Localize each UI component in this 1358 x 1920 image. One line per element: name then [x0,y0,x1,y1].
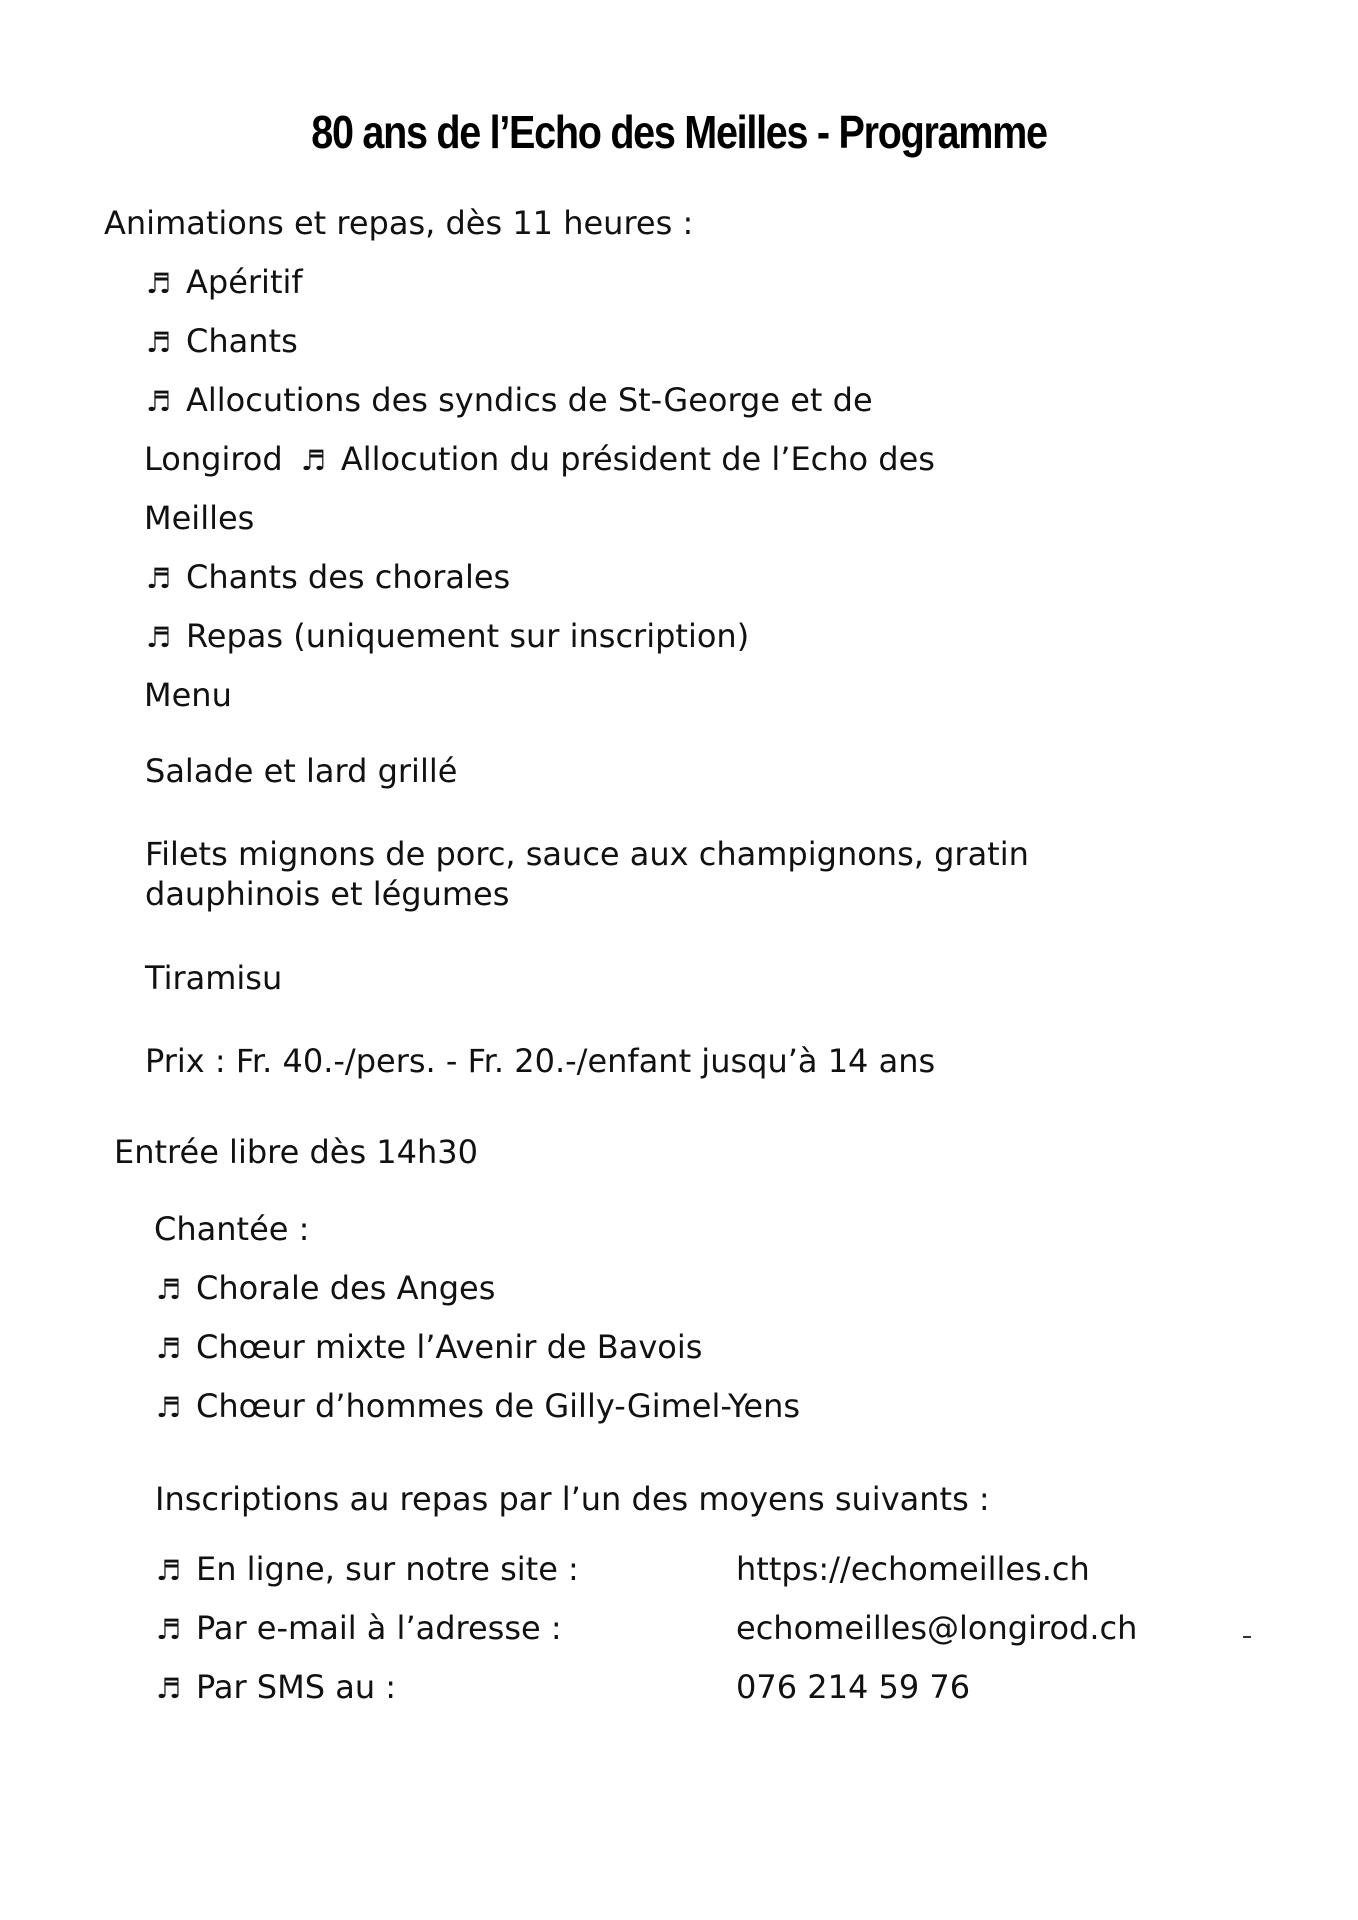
registration-method-online [156,1549,1090,1591]
program-item-label: Chants [186,322,298,360]
choir-item [156,1386,800,1428]
website-link[interactable]: https://echomeilles.ch [736,1550,1090,1588]
menu-dessert: Tiramisu [145,959,283,997]
registration-method-label: Par SMS au : [196,1668,397,1706]
program-item-label: Repas (uniquement sur inscription) [186,617,750,655]
email-link[interactable]: echomeilles@longirod.ch [736,1609,1138,1647]
menu-main-line1: Filets mignons de porc, sauce aux champignons, gratin [145,835,1029,873]
menu-heading: Menu [144,676,232,714]
choir-item [156,1327,702,1369]
music-note-icon: ♬ [156,1613,182,1646]
music-note-icon: ♬ [146,621,172,654]
music-note-icon: ♬ [156,1391,182,1424]
choir-name: Chœur mixte l’Avenir de Bavois [196,1328,703,1366]
phone-number[interactable]: 076 214 59 76 [736,1668,971,1706]
page-title: 80 ans de l’Echo des Meilles - Programme [311,106,1047,158]
program-item-label: Chants des chorales [186,558,511,596]
chantee-label: Chantée : [154,1210,310,1248]
program-item-allocutions-continued [144,439,935,481]
music-note-icon: ♬ [146,385,172,418]
music-note-icon: ♬ [146,562,172,595]
registration-method-email [156,1608,1138,1650]
program-item-label: Allocution du président de l’Echo des [340,440,935,478]
registration-method-label: Par e-mail à l’adresse : [196,1609,562,1647]
music-note-icon: ♬ [156,1273,182,1306]
program-item-label: Longirod [144,440,283,478]
choir-name: Chœur d’hommes de Gilly-Gimel-Yens [196,1387,801,1425]
menu-price: Prix : Fr. 40.-/pers. - Fr. 20.-/enfant jusqu’à 14 ans [145,1042,936,1080]
music-note-icon: ♬ [156,1332,182,1365]
entry-text: Entrée libre dès 14h30 [114,1133,479,1171]
stray-dash-mark [1243,1636,1251,1638]
choir-item [156,1268,495,1310]
menu-starter: Salade et lard grillé [145,752,458,790]
music-note-icon: ♬ [146,267,172,300]
program-item-chants-chorales [146,557,510,599]
registration-method-label: En ligne, sur notre site : [196,1550,579,1588]
program-item-aperitif [146,262,303,304]
registration-heading: Inscriptions au repas par l’un des moyens suivants : [155,1480,990,1518]
music-note-icon: ♬ [300,444,326,477]
music-note-icon: ♬ [146,326,172,359]
program-item-president-end: Meilles [144,499,255,537]
registration-method-sms [156,1667,1056,1709]
program-item-label: Allocutions des syndics de St-George et de [186,381,873,419]
program-item-chants [146,321,298,363]
program-item-label: Apéritif [186,263,303,301]
music-note-icon: ♬ [156,1672,182,1705]
choir-name: Chorale des Anges [196,1269,496,1307]
menu-main-line2: dauphinois et légumes [145,875,510,913]
intro-text: Animations et repas, dès 11 heures : [104,204,694,242]
program-item-allocutions [146,380,873,422]
music-note-icon: ♬ [156,1554,182,1587]
program-item-repas [146,616,749,658]
